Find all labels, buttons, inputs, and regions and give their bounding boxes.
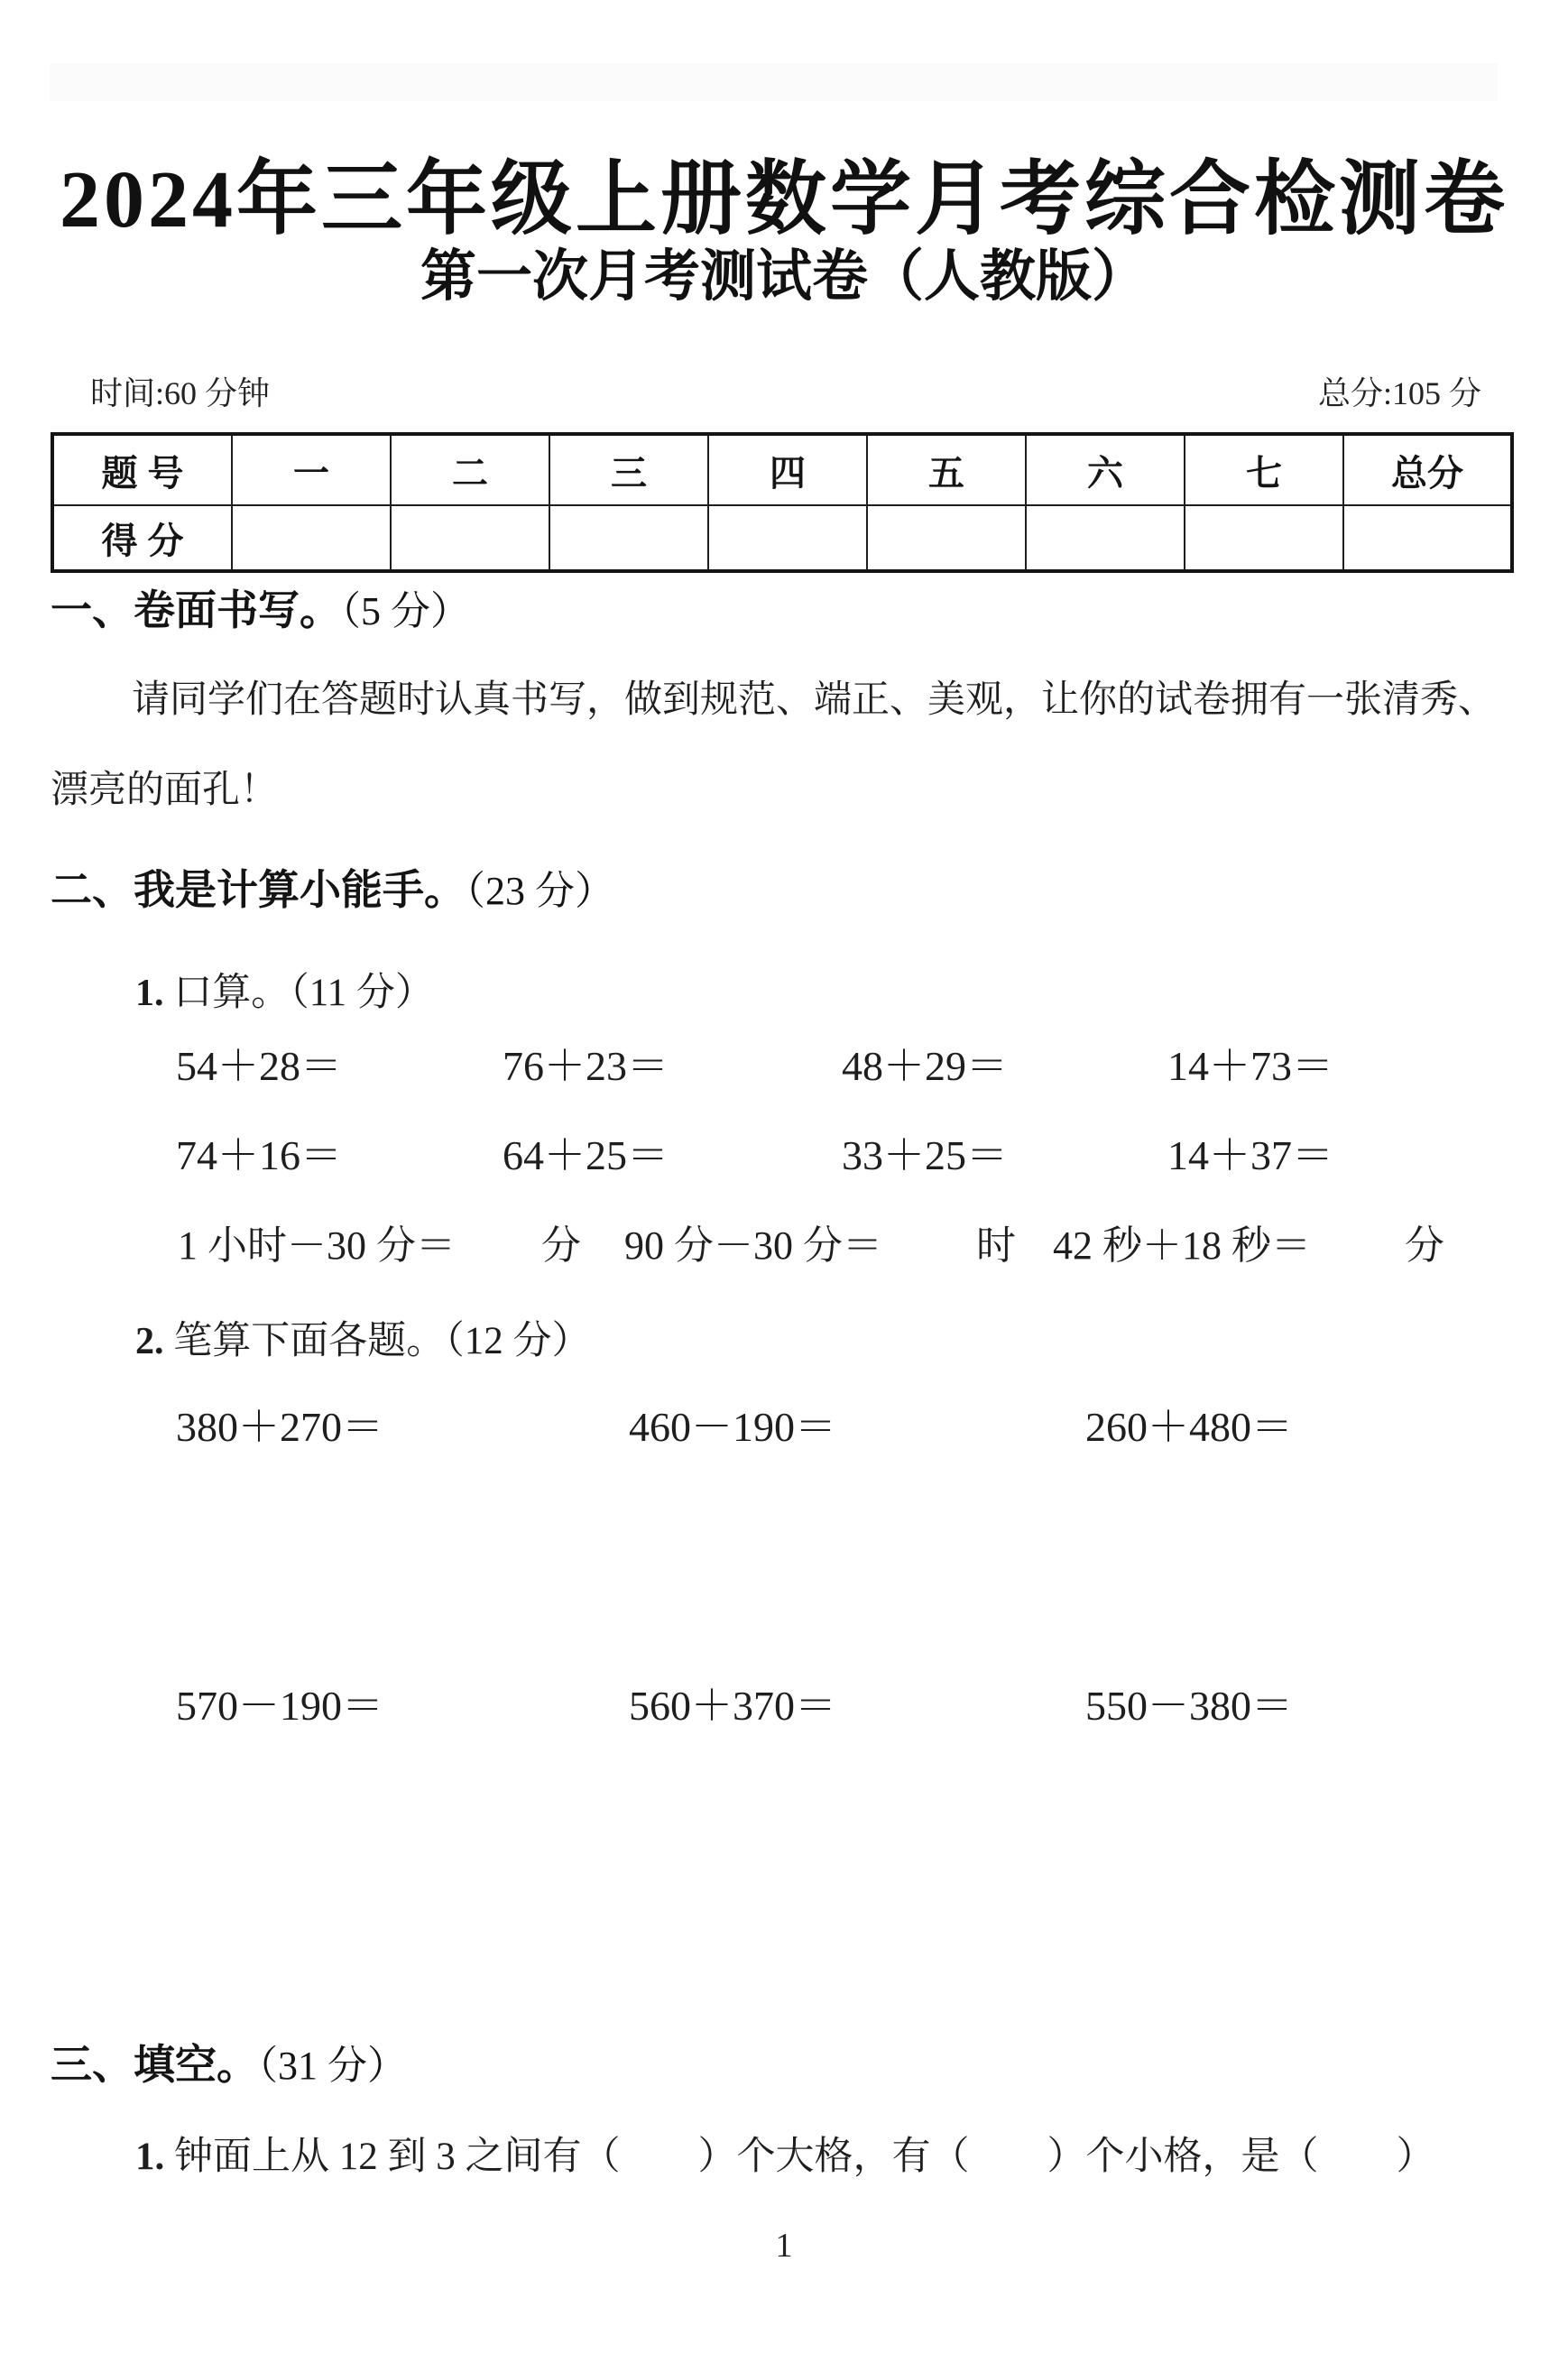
section-1-heading <box>51 586 470 635</box>
handwriting-note-line1: 请同学们在答题时认真书写，做到规范、端正、美观，让你的试卷拥有一张清秀、 <box>132 679 1497 721</box>
written-equation: 550－380＝ <box>1085 1683 1293 1729</box>
item-number: 1. <box>135 973 164 1014</box>
oral-equation: 48＋29＝ <box>842 1043 1008 1089</box>
col-header: 一 <box>232 434 391 505</box>
score-cell <box>391 505 549 571</box>
written-equation: 260＋480＝ <box>1085 1404 1293 1450</box>
item-number: 1. <box>135 2136 165 2178</box>
handwriting-note-line2: 漂亮的面孔！ <box>51 770 279 811</box>
score-row-header: 得 分 <box>52 505 232 571</box>
oral-equation: 64＋25＝ <box>503 1132 669 1178</box>
written-equation: 570－190＝ <box>176 1683 383 1729</box>
question-number-row <box>52 434 1512 505</box>
col-header: 四 <box>708 434 867 505</box>
page-number: 1 <box>775 2227 793 2265</box>
section-2-title: 二、我是计算小能手。 <box>51 866 466 913</box>
written-equation: 380＋270＝ <box>176 1404 383 1450</box>
oral-equation: 14＋73＝ <box>1167 1043 1333 1089</box>
answer-unit: 分 <box>1405 1223 1444 1268</box>
oral-equation: 54＋28＝ <box>176 1043 342 1089</box>
score-cell <box>232 505 391 571</box>
time-equation: 42 秒＋18 秒＝ <box>1053 1223 1311 1268</box>
col-header: 三 <box>549 434 708 505</box>
question-number-header: 题 号 <box>52 434 232 505</box>
section-3-heading <box>51 2041 407 2090</box>
item-oral-calc-heading <box>135 971 434 1015</box>
score-cell <box>1343 505 1512 571</box>
answer-unit: 时 <box>976 1223 1016 1268</box>
fill-in-text: 钟面上从 12 到 3 之间有（ ）个大格，有（ ）个小格，是（ ） <box>174 2136 1435 2178</box>
section-3-score: （31 分） <box>258 2044 407 2088</box>
score-cell <box>549 505 708 571</box>
section-2-score: （23 分） <box>466 869 614 913</box>
col-header: 七 <box>1185 434 1343 505</box>
oral-equation: 76＋23＝ <box>503 1043 669 1089</box>
score-table <box>51 432 1514 573</box>
total-score-label: 总分:105 分 <box>1317 375 1481 411</box>
section-1-title: 一、卷面书写。 <box>51 586 341 633</box>
time-equation: 90 分－30 分＝ <box>624 1223 882 1268</box>
answer-unit: 分 <box>541 1223 581 1268</box>
item-label: 笔算下面各题。 <box>173 1320 446 1362</box>
written-equation: 560＋370＝ <box>629 1683 836 1729</box>
score-cell <box>867 505 1026 571</box>
written-equation: 460－190＝ <box>629 1404 836 1450</box>
col-header: 二 <box>391 434 549 505</box>
score-cell <box>1185 505 1343 571</box>
fill-in-question-1 <box>135 2135 1435 2179</box>
col-header: 六 <box>1026 434 1185 505</box>
page-subtitle: 第一次月考测试卷（人教版） <box>420 246 1148 308</box>
oral-equation: 33＋25＝ <box>842 1132 1008 1178</box>
score-row <box>52 505 1512 571</box>
score-cell <box>708 505 867 571</box>
item-score: （12 分） <box>445 1320 591 1362</box>
oral-equation: 14＋37＝ <box>1167 1132 1333 1178</box>
section-2-heading <box>51 866 614 915</box>
score-cell <box>1026 505 1185 571</box>
scan-artifact-band <box>50 63 1498 101</box>
section-1-score: （5 分） <box>341 589 470 633</box>
col-header: 五 <box>867 434 1026 505</box>
item-score: （11 分） <box>290 972 434 1014</box>
item-number: 2. <box>135 1321 164 1362</box>
page-title: 2024年三年级上册数学月考综合检测卷 <box>60 155 1508 245</box>
time-limit-label: 时间:60 分钟 <box>90 375 271 411</box>
item-label: 口算。 <box>173 972 291 1014</box>
section-3-title: 三、填空。 <box>51 2041 258 2088</box>
time-equation: 1 小时－30 分＝ <box>178 1223 456 1268</box>
col-header: 总分 <box>1343 434 1512 505</box>
item-written-calc-heading <box>135 1319 591 1363</box>
oral-equation: 74＋16＝ <box>176 1132 342 1178</box>
